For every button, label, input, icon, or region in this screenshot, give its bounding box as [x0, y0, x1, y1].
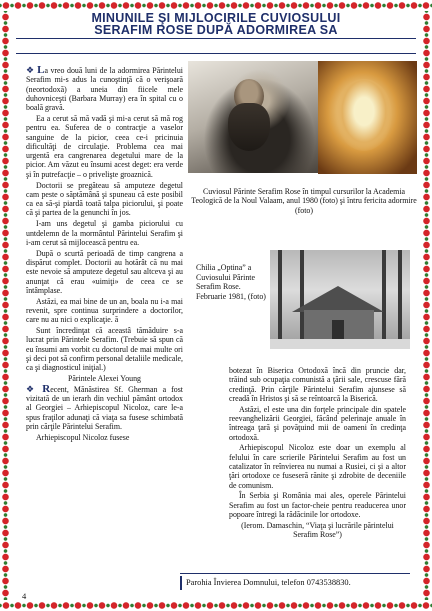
paragraph: ❖ La vreo două luni de la adormirea Părintelui Serafim mi-s adus la cunoştinţă că o verişoară (neortodoxă) a uneia din fiicele mele duhovniceşti (Barbara Murray) era în spital cu o boală gravă. — [26, 64, 183, 113]
title-rule-bottom — [16, 53, 416, 54]
paragraph: Astăzi, ea mai bine de un an, boala nu i-a mai revenit, spre continua surprindere a doctorilor, care nu au nici o explicaţie. ă — [26, 296, 183, 325]
photo-glow — [336, 79, 392, 151]
decorative-border-right — [421, 11, 432, 600]
title-rule-top — [16, 38, 416, 39]
paragraph: Sunt încredinţat că aceastâ tămăduire s-a lucrat prin Părintele Serafim. (Trebuie să spun că eu însumi am vorbit cu doctorul de mai multe ori şi deci pot să confirm personal detaliile medicale, ca şi diagnosticul iniţial.) — [26, 326, 183, 373]
paragraph: Ea a cerut să mă vadă şi mi-a cerut să mă rog pentru ea. Suferea de o contracţie a vaselor sanguine de la picior, ceea ce-i pricinuia dificultăţi de circulaţie. Problema cea mai urgentă era cangrenarea degetului mare de la picior. Am văzut eu însumi acest deget: era verde şi în putrefacţie – o privelişte groaznică. — [26, 113, 183, 179]
decorative-border-left — [0, 11, 11, 600]
page-number: 4 — [22, 591, 27, 601]
left-column — [26, 66, 183, 444]
photo-repose — [318, 61, 417, 174]
photo-father-seraphim — [188, 61, 318, 173]
right-column — [229, 366, 406, 541]
paragraph: botezat în Biserica Ortodoxă încă din pruncie dar, trăind sub ocupaţia comunistă a ţării sale, crescuse fără credinţă. Prin cărţile Părintelui Serafim ajunsese să creadă în Hristos şi să se reîntoarcă la Biserică. — [229, 366, 406, 403]
decorative-border-bottom — [0, 600, 432, 611]
photo-beard — [228, 103, 270, 151]
title-line-1: MINUNILE ŞI MIJLOCIRILE CUVIOSULUI — [91, 11, 341, 25]
source-citation: (Ierom. Damaschin, “Viaţa şi lucrările părintelui Serafim Rose”) — [241, 520, 394, 540]
photo-tree — [278, 250, 282, 349]
signature: Părintele Alexei Young — [68, 374, 141, 383]
footer-rule — [180, 573, 410, 574]
paragraph: După o scurtă perioadă de timp cangrena a dispărut complet. Doctorii au hotărât că nu mai este nevoie să amputeze degetul sau altceva şi au anunţat că erau «uimiţi» de ceea ce se întâmplase. — [26, 248, 183, 295]
photo-ground — [270, 339, 410, 349]
article-title — [14, 12, 418, 36]
footer-mark — [180, 576, 182, 590]
paragraph: ❖ Recent, Mănăstirea Sf. Gherman a fost vizitată de un ierarh din vechiul pământ ortodox al Georgiei – Arhiepiscopul Nicoloz, care le-a spus fraţilor adunaţi că viaţa sa fusese schimbată prin cărţile Părintelui Serafim. — [26, 382, 183, 431]
paragraph: Astăzi, el este una din forţele principale din spatele reevanghelizării Georgiei, făcând pelerinaje anuale în întreaga ţară şi povăţuind mii de oameni în credinţa ortodoxă. — [229, 404, 406, 442]
bullet-icon: ❖ — [26, 383, 38, 394]
photo-cell-optina — [270, 250, 410, 349]
photo-roof — [292, 286, 384, 312]
title-line-2: SERAFIM ROSE DUPĂ ADORMIREA SA — [94, 23, 338, 37]
paragraph: În Serbia şi România mai ales, operele Părintelui Serafim au fost un factor-cheie pentru readucerea unor popoare întregi la rădăcinile lor ortodoxe. — [229, 491, 406, 519]
photo-tree — [398, 250, 402, 349]
hut-caption: Chilia „Optina” a Cuviosului Părinte Serafim Rose. Februarie 1981, (foto) — [196, 263, 266, 301]
drop-cap: R — [42, 382, 51, 395]
photo-caption: Cuviosul Părinte Serafim Rose în timpul cursurilor la Academia Teologică de la Noul Valaam, anul 1980 (foto) şi întru fericita adormire (foto) — [191, 187, 417, 215]
paragraph: Doctorii se pregăteau să amputeze degetul cam peste o săptămână şi spuneau că este posibil ca ea să-şi piardă toată talpa piciorului, şi poate că şi partea de la genunchi în jos. — [26, 180, 183, 218]
paragraph: Arhiepiscopul Nicoloz fusese — [36, 432, 130, 442]
decorative-border-top — [0, 0, 432, 11]
footer-parish: Parohia Învierea Domnului, telefon 0743538830. — [186, 578, 351, 587]
paragraph: I-am uns degetul şi gamba piciorului cu untdelemn de la mormântul Părintelui Serafim şi i-am cerut să mijlocească pentru ea. — [26, 219, 183, 247]
bullet-icon: ❖ — [26, 65, 35, 75]
drop-cap: L — [37, 64, 45, 76]
paragraph: Arhiepiscopul Nicoloz este doar un exemplu al felului în care scrierile Părintelui Serafim au fost un catalizator în reînvierea nu numai a Rusiei, ci şi a altor ţări ortodoxe ce fuseseră rănite şi zdrobite de deceniile de comunism. — [229, 443, 406, 490]
